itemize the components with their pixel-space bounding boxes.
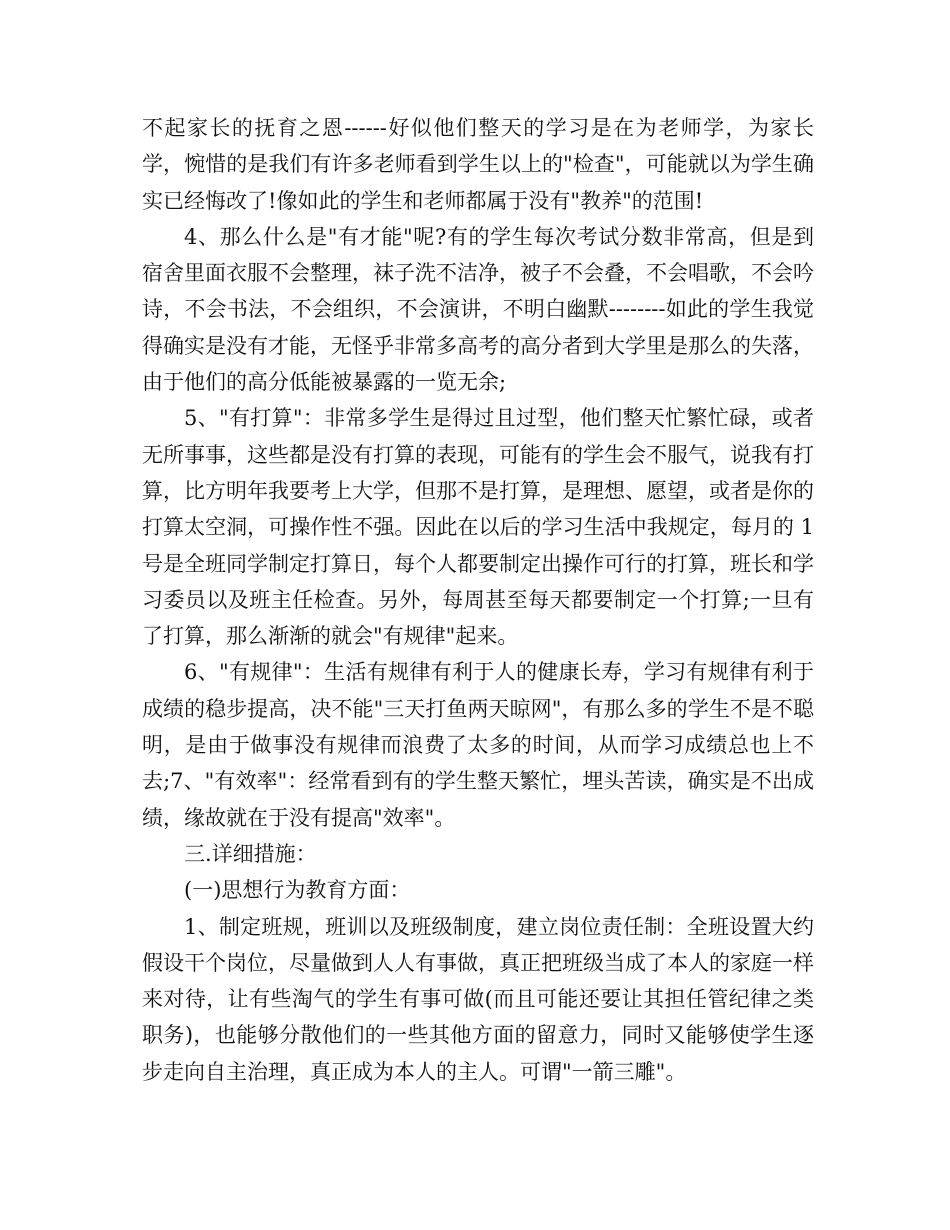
document-page (142, 110, 814, 1090)
paragraph-item-4-talent: 4、那么什么是"有才能"呢?有的学生每次考试分数非常高，但是到宿舍里面衣服不会整理，袜子洗不洁净，被子不会叠，不会唱歌，不会吟诗，不会书法，不会组织，不会演讲，不明白幽默--------如此的学生我觉得确实是没有才能，无怪乎非常多高考的高分者到大学里是那么的失落，由于他们的高分低能被暴露的一览无余; (142, 224, 814, 395)
paragraph-item-1-class-rules: 1、制定班规，班训以及班级制度，建立岗位责任制：全班设置大约假设干个岗位，尽量做到人人有事做，真正把班级当成了本人的家庭一样来对待，让有些淘气的学生有事可做(而且可能还要让其担任管纪律之类职务)，也能够分散他们的一些其他方面的留意力，同时又能够使学生逐步走向自主治理，真正成为本人的主人。可谓"一箭三雕"。 (142, 914, 814, 1084)
subsection-heading-ideology: (一)思想行为教育方面： (184, 878, 411, 903)
paragraph-item-6-7-regularity-efficiency: 6、"有规律"：生活有规律有利于人的健康长寿，学习有规律有利于成绩的稳步提高，决不能"三天打鱼两天晾网"，有那么多的学生不是不聪明，是由于做事没有规律而浪费了太多的时间，从而学习成绩总也上不去;7、"有效率"：经常看到有的学生整天繁忙，埋头苦读，确实是不出成绩，缘故就在于没有提高"效率"。 (142, 660, 814, 830)
paragraph-continuation: 不起家长的抚育之恩------好似他们整天的学习是在为老师学，为家长学，惋惜的是我们有许多老师看到学生以上的"检查"，可能就以为学生确实已经悔改了!像如此的学生和老师都属于没有"教养"的范围! (142, 116, 814, 213)
section-heading-measures: 三.详细措施： (184, 841, 317, 866)
paragraph-item-5-plan: 5、"有打算"：非常多学生是得过且过型，他们整天忙繁忙碌，或者无所事事，这些都是没有打算的表现，可能有的学生会不服气，说我有打算，比方明年我要考上大学，但那不是打算，是理想、愿望，或者是你的打算太空洞，可操作性不强。因此在以后的学习生活中我规定，每月的 1 号是全班同学制定打算日，每个人都要制定出操作可行的打算，班长和学习委员以及班主任检查。另外，每周甚至每天都要制定一个打算;一旦有了打算，那么渐渐的就会"有规律"起来。 (142, 406, 814, 649)
